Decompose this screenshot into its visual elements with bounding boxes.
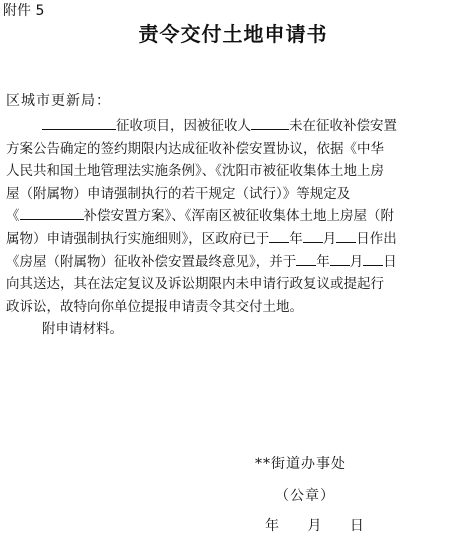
attachment-note: 附申请材料。 [42,321,123,338]
signing-office: **街道办事处 [255,456,346,472]
body-line-5 [6,205,458,228]
body-text-segment: 月 [322,230,337,247]
body-text-segment: 未在征收补偿安置 [289,118,397,134]
body-text-segment: 日 [383,253,397,270]
delivery-day-blank [363,252,383,266]
application-body [6,115,458,341]
decision-year-blank [269,229,289,243]
body-line-2: 方案公告确定的签约期限内达成征收补偿安置协议，依据《中华 [6,140,384,157]
body-text-segment: 年 [289,230,303,247]
annex-label: 附件 5 [3,3,45,19]
body-text-segment: 年 [316,253,330,270]
expropriated-party-blank [251,116,289,130]
body-text-segment: 属物）申请强制执行实施细则》，区政府已于 [6,230,270,247]
body-text-segment: 月 [349,253,364,270]
body-text-segment: 《 [6,208,20,225]
body-line-3: 人民共和国土地管理法实施条例》、《沈阳市被征收集体土地上房 [6,163,384,180]
body-text-segment: 《房屋（附属物）征收补偿安置最终意见》，并于 [6,253,297,270]
body-text-segment: 补偿安置方案》、《浑南区被征收集体土地上房屋（附 [83,208,394,225]
body-line-6 [6,228,458,251]
document-title: 责令交付土地申请书 [138,22,328,46]
decision-day-blank [336,229,356,243]
body-line-8: 向其送达，其在法定复议及诉讼期限内未申请行政复议或提起行 [6,276,384,293]
delivery-month-blank [330,252,350,266]
body-line-7 [6,251,458,274]
compensation-plan-blank [20,206,84,220]
body-line-9: 政诉讼，故特向你单位提报申请责令其交付土地。 [6,298,303,315]
project-name-blank [42,116,116,130]
body-line-1 [6,115,458,138]
delivery-year-blank [296,252,316,266]
body-text-segment: 日作出 [356,230,397,247]
body-text-segment: 征收项目，因被征收人 [116,118,251,134]
body-line-4: 屋（附属物）申请强制执行的若干规定（试行）》等规定及 [6,185,351,202]
signature-date: 年 月 日 [265,518,365,534]
official-seal-placeholder: （公章） [275,488,335,504]
addressee: 区城市更新局： [6,93,111,109]
decision-month-blank [303,229,323,243]
